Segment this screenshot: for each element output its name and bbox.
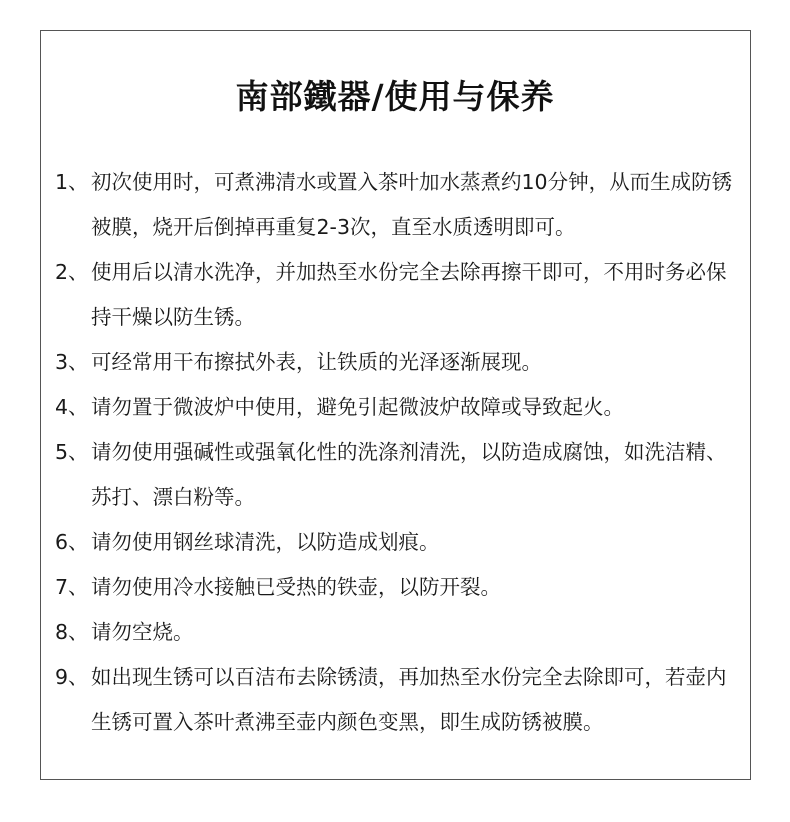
item-number: 8、 — [55, 620, 89, 644]
care-instructions-list — [55, 160, 745, 745]
item-number: 2、 — [55, 260, 89, 284]
page-title: 南部鐵器/使用与保养 — [235, 77, 555, 116]
list-item — [55, 340, 745, 385]
item-text: 可经常用干布擦拭外表，让铁质的光泽逐渐展现。 — [91, 350, 542, 374]
item-number: 4、 — [55, 395, 89, 419]
item-text: 使用后以清水洗净，并加热至水份完全去除再擦干即可，不用时务必保持干燥以防生锈。 — [91, 260, 727, 329]
list-item — [55, 160, 745, 250]
item-text: 初次使用时，可煮沸清水或置入茶叶加水蒸煮约10分钟，从而生成防锈被膜，烧开后倒掉再重复2-3次，直至水质透明即可。 — [91, 170, 733, 239]
list-item — [55, 520, 745, 565]
list-item — [55, 655, 745, 745]
item-text: 请勿空烧。 — [91, 620, 194, 644]
item-text: 请勿使用强碱性或强氧化性的洗涤剂清洗，以防造成腐蚀，如洗洁精、苏打、漂白粉等。 — [91, 440, 727, 509]
item-number: 3、 — [55, 350, 89, 374]
item-text: 请勿使用冷水接触已受热的铁壶，以防开裂。 — [91, 575, 501, 599]
item-text: 如出现生锈可以百洁布去除锈渍，再加热至水份完全去除即可，若壶内生锈可置入茶叶煮沸至壶内颜色变黑，即生成防锈被膜。 — [91, 665, 727, 734]
item-number: 9、 — [55, 665, 89, 689]
item-number: 7、 — [55, 575, 89, 599]
item-number: 6、 — [55, 530, 89, 554]
item-number: 5、 — [55, 440, 89, 464]
list-item — [55, 430, 745, 520]
list-item — [55, 610, 745, 655]
item-number: 1、 — [55, 170, 89, 194]
list-item — [55, 385, 745, 430]
list-item — [55, 250, 745, 340]
list-item — [55, 565, 745, 610]
item-text: 请勿置于微波炉中使用，避免引起微波炉故障或导致起火。 — [91, 395, 624, 419]
item-text: 请勿使用钢丝球清洗，以防造成划痕。 — [91, 530, 440, 554]
